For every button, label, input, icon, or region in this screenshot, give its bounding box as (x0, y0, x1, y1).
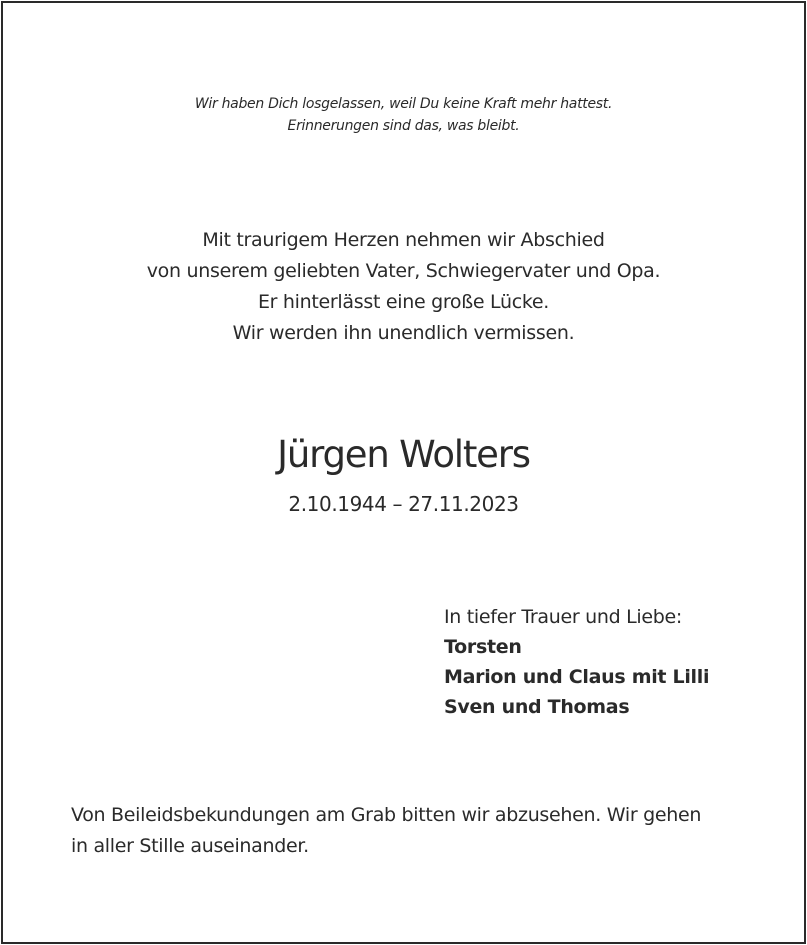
motto-line-2: Erinnerungen sind das, was bleibt. (287, 118, 520, 134)
deceased-name: Jürgen Wolters (277, 433, 530, 476)
intro-line-3: Er hinterlässt eine große Lücke. (257, 291, 550, 313)
intro-line-4: Wir werden ihn unendlich vermissen. (232, 322, 575, 344)
motto-line-1: Wir haben Dich losgelassen, weil Du keine Kraft mehr hattest. (194, 96, 613, 112)
life-dates: 2.10.1944 – 27.11.2023 (288, 492, 519, 516)
mourners-heading: In tiefer Trauer und Liebe: (444, 606, 682, 628)
obituary-notice (1, 1, 806, 944)
mourners-block (444, 602, 709, 722)
mourner-name: Sven und Thomas (444, 696, 630, 718)
intro-line-1: Mit traurigem Herzen nehmen wir Abschied (202, 229, 605, 251)
mourner-name: Torsten (444, 636, 522, 658)
closing-line-1: Von Beileidsbekundungen am Grab bitten wir abzusehen. Wir gehen (71, 804, 702, 826)
intro-line-2: von unserem geliebten Vater, Schwiegervater und Opa. (146, 260, 661, 282)
closing-line-2: in aller Stille auseinander. (71, 835, 309, 857)
mourner-name: Marion und Claus mit Lilli (444, 666, 710, 688)
closing-note (71, 800, 751, 862)
